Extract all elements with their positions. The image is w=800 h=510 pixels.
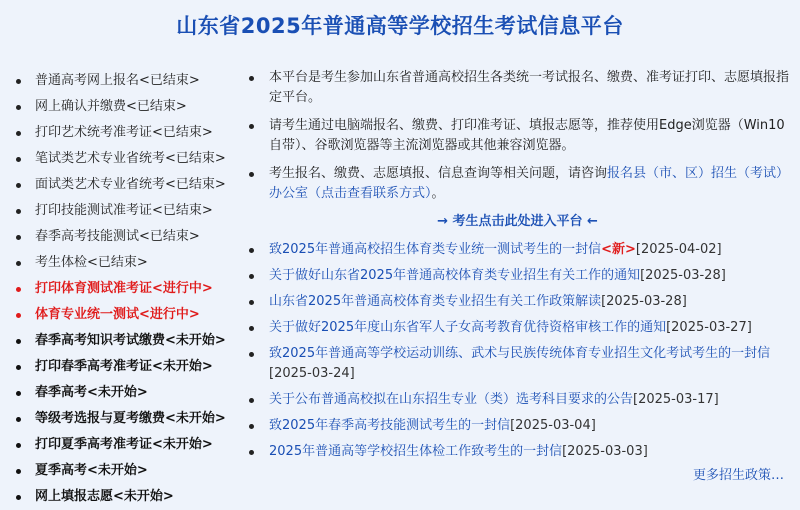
- news-date: [2025-03-17]: [633, 392, 719, 407]
- menu-item[interactable]: [12, 458, 237, 484]
- bullet-icon: [249, 172, 254, 177]
- bullet-icon: [249, 450, 254, 455]
- news-item[interactable]: [245, 390, 790, 410]
- menu-item[interactable]: [12, 120, 237, 146]
- process-menu: [12, 68, 237, 510]
- menu-item[interactable]: [12, 250, 237, 276]
- menu-item-label: 春季高考技能测试<已结束>: [35, 229, 200, 244]
- bullet-icon: [16, 313, 21, 318]
- news-item[interactable]: [245, 266, 790, 286]
- bullet-icon: [16, 157, 21, 162]
- news-item[interactable]: [245, 442, 790, 462]
- bullet-icon: [249, 300, 254, 305]
- bullet-icon: [249, 248, 254, 253]
- notice-browser: [245, 116, 790, 156]
- bullet-icon: [16, 391, 21, 396]
- menu-item-label: 夏季高考<未开始>: [35, 463, 148, 478]
- notice-text: 请考生通过电脑端报名、缴费、打印准考证、填报志愿等，推荐使用Edge浏览器（Win10自带）、谷歌浏览器等主流浏览器或其他兼容浏览器。: [269, 118, 785, 153]
- bullet-icon: [16, 131, 21, 136]
- menu-item[interactable]: [12, 198, 237, 224]
- notice-text: 考生报名、缴费、志愿填报、信息查询等相关问题，请咨询: [269, 166, 608, 181]
- menu-item[interactable]: [12, 354, 237, 380]
- news-title: 致2025年普通高校招生体育类专业统一测试考生的一封信: [269, 242, 602, 257]
- notice-text: 本平台是考生参加山东省普通高校招生各类统一考试报名、缴费、准考证打印、志愿填报指定平台。: [269, 70, 790, 105]
- bullet-icon: [249, 352, 254, 357]
- bullet-icon: [16, 339, 21, 344]
- news-title: 关于公布普通高校拟在山东招生专业（类）选考科目要求的公告: [269, 392, 634, 407]
- menu-item[interactable]: [12, 302, 237, 328]
- news-item[interactable]: [245, 344, 790, 384]
- news-title: 关于做好2025年度山东省军人子女高考教育优待资格审核工作的通知: [269, 320, 667, 335]
- more-policies-link[interactable]: 更多招生政策…: [692, 468, 784, 483]
- news-item[interactable]: [245, 292, 790, 312]
- menu-item-label: 打印体育测试准考证<进行中>: [35, 281, 213, 296]
- bullet-icon: [16, 183, 21, 188]
- menu-item-label: 体育专业统一测试<进行中>: [35, 307, 200, 322]
- bullet-icon: [16, 365, 21, 370]
- menu-item-label: 打印夏季高考准考证<未开始>: [35, 437, 213, 452]
- news-date: [2025-03-24]: [269, 366, 355, 381]
- menu-item[interactable]: [12, 224, 237, 250]
- notice-contact: [245, 164, 790, 204]
- contact-office-link[interactable]: 报名县（市、区）招生（考试）办公室（点击查看联系方式）: [269, 166, 790, 201]
- menu-item[interactable]: [12, 146, 237, 172]
- news-date: [2025-04-02]: [635, 242, 722, 257]
- menu-item-label: 面试类艺术专业省统考<已结束>: [35, 177, 226, 192]
- news-title: 山东省2025年普通高校体育类专业招生有关工作政策解读: [269, 294, 602, 309]
- menu-item[interactable]: [12, 94, 237, 120]
- news-title: 2025年普通高等学校招生体检工作致考生的一封信: [269, 444, 563, 459]
- menu-item-label: 打印艺术统考准考证<已结束>: [35, 125, 213, 140]
- bullet-icon: [249, 424, 254, 429]
- menu-item[interactable]: [12, 406, 237, 432]
- menu-item-label: 考生体检<已结束>: [35, 255, 148, 270]
- bullet-icon: [16, 443, 21, 448]
- menu-item[interactable]: [12, 172, 237, 198]
- bullet-icon: [16, 495, 21, 500]
- news-item[interactable]: [245, 416, 790, 436]
- news-date: [2025-03-28]: [601, 294, 687, 309]
- bullet-icon: [249, 326, 254, 331]
- menu-item[interactable]: [12, 432, 237, 458]
- menu-item[interactable]: [12, 276, 237, 302]
- menu-item[interactable]: [12, 380, 237, 406]
- bullet-icon: [16, 261, 21, 266]
- news-date: [2025-03-27]: [666, 320, 752, 335]
- bullet-icon: [16, 79, 21, 84]
- news-date: [2025-03-04]: [510, 418, 596, 433]
- bullet-icon: [16, 209, 21, 214]
- menu-item-label: 笔试类艺术专业省统考<已结束>: [35, 151, 226, 166]
- bullet-icon: [16, 469, 21, 474]
- news-title: 致2025年春季高考技能测试考生的一封信: [269, 418, 511, 433]
- menu-item-label: 网上确认并缴费<已结束>: [35, 99, 187, 114]
- bullet-icon: [249, 124, 254, 129]
- menu-item-label: 打印技能测试准考证<已结束>: [35, 203, 213, 218]
- menu-item[interactable]: [12, 328, 237, 354]
- menu-item-label: 春季高考<未开始>: [35, 385, 148, 400]
- main-content: [245, 68, 790, 468]
- news-date: [2025-03-28]: [640, 268, 726, 283]
- notice-text-end: 。: [431, 186, 445, 201]
- page-title: 山东省2025年普通高等学校招生考试信息平台: [176, 14, 624, 38]
- menu-item-label: 等级考选报与夏考缴费<未开始>: [35, 411, 226, 426]
- news-title: 致2025年普通高等学校运动训练、武术与民族传统体育专业招生文化考试考生的一封信: [269, 346, 771, 361]
- menu-item-label: 打印春季高考准考证<未开始>: [35, 359, 213, 374]
- news-item[interactable]: [245, 318, 790, 338]
- news-title: 关于做好山东省2025年普通高校体育类专业招生有关工作的通知: [269, 268, 641, 283]
- bullet-icon: [16, 417, 21, 422]
- menu-item-label: 网上填报志愿<未开始>: [35, 489, 174, 504]
- menu-item-label: 普通高考网上报名<已结束>: [35, 73, 200, 88]
- menu-item-label: 春季高考知识考试缴费<未开始>: [35, 333, 226, 348]
- enter-platform-link[interactable]: → 考生点击此处进入平台 ←: [437, 214, 598, 229]
- bullet-icon: [249, 274, 254, 279]
- news-date: [2025-03-03]: [562, 444, 648, 459]
- news-item[interactable]: [245, 240, 790, 260]
- bullet-icon: [249, 76, 254, 81]
- new-badge: <新>: [601, 242, 636, 257]
- menu-item[interactable]: [12, 68, 237, 94]
- bullet-icon: [16, 235, 21, 240]
- bullet-icon: [249, 398, 254, 403]
- bullet-icon: [16, 105, 21, 110]
- bullet-icon: [16, 287, 21, 292]
- menu-item[interactable]: [12, 484, 237, 510]
- notice-platform: [245, 68, 790, 108]
